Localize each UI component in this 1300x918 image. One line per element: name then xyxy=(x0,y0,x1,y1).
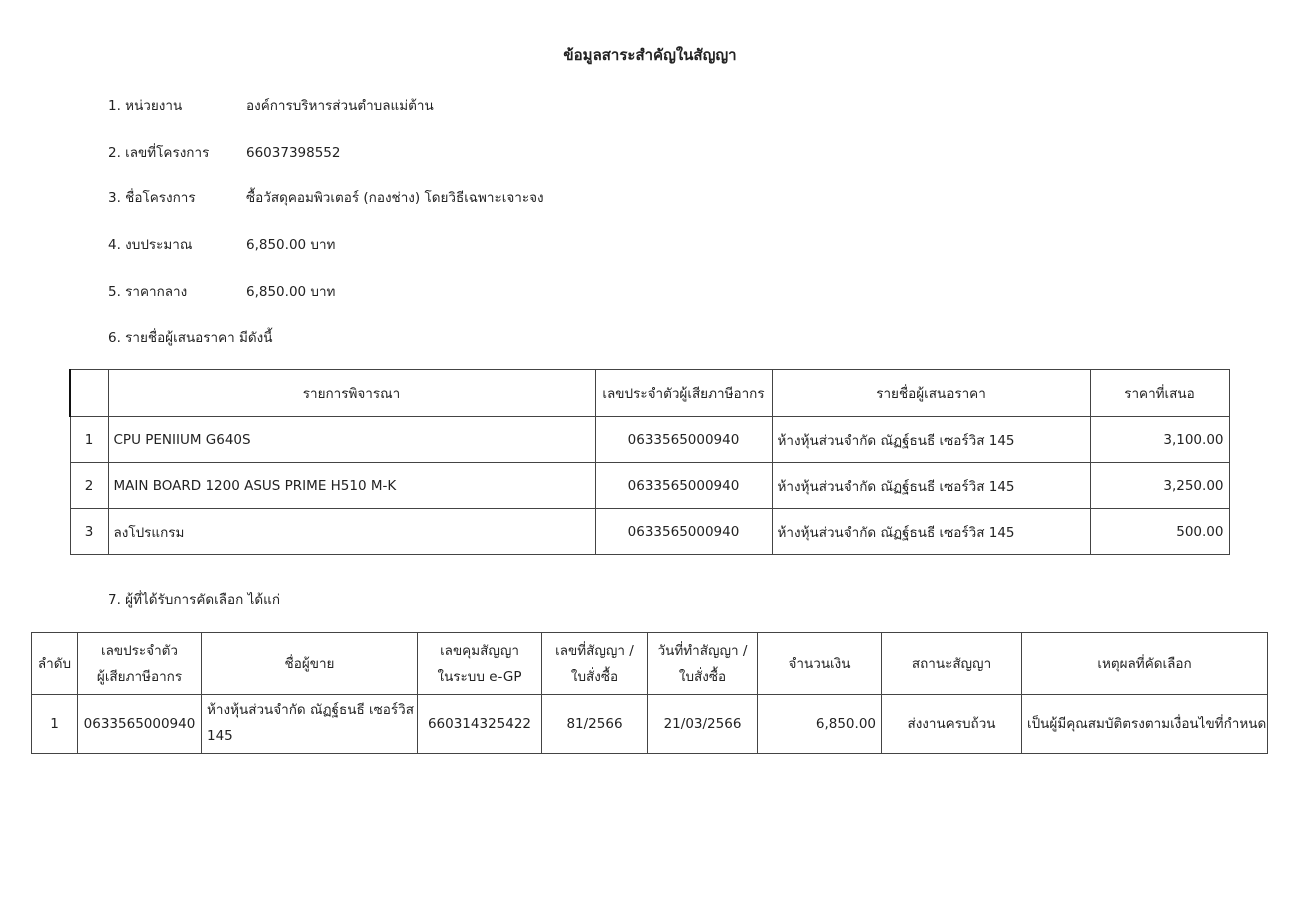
header-line: เลขประจำตัว xyxy=(100,642,179,659)
table-row xyxy=(70,463,1229,509)
table-header-row xyxy=(32,633,1268,695)
tax-id-cell: 0633565000940 xyxy=(595,417,772,463)
info-value: ซื้อวัสดุคอมพิวเตอร์ (กองช่าง) โดยวิธีเฉพาะเจาะจง xyxy=(246,190,544,206)
row-number: 1 xyxy=(70,417,108,463)
header-line: เลขที่สัญญา / xyxy=(555,642,634,659)
tax-id-cell: 0633565000940 xyxy=(78,695,202,754)
seller-name-line: ห้างหุ้นส่วนจำกัด ณัฏฐ์ธนธี เซอร์วิส xyxy=(207,702,414,718)
amount-cell: 6,850.00 xyxy=(758,695,882,754)
column-header-number: ลำดับ xyxy=(32,633,78,695)
item-cell: ลงโปรแกรม xyxy=(108,509,595,555)
control-number-cell: 660314325422 xyxy=(418,695,542,754)
column-header-item: รายการพิจารณา xyxy=(108,370,595,417)
bidders-heading: 6. รายชื่อผู้เสนอราคา มีดังนี้ xyxy=(108,330,273,346)
info-label: 3. ชื่อโครงการ xyxy=(108,190,196,206)
table-header-row xyxy=(70,370,1229,417)
selected-heading: 7. ผู้ที่ได้รับการคัดเลือก ได้แก่ xyxy=(108,592,281,608)
item-cell: MAIN BOARD 1200 ASUS PRIME H510 M-K xyxy=(108,463,595,509)
info-label: 5. ราคากลาง xyxy=(108,284,188,300)
status-cell: ส่งงานครบถ้วน xyxy=(882,695,1022,754)
item-cell: CPU PENIIUM G640S xyxy=(108,417,595,463)
column-header-status: สถานะสัญญา xyxy=(882,633,1022,695)
column-header-bidder: รายชื่อผู้เสนอราคา xyxy=(772,370,1090,417)
row-number: 2 xyxy=(70,463,108,509)
header-line: ใบสั่งซื้อ xyxy=(570,668,619,685)
column-header-tax-id: เลขประจำตัวผู้เสียภาษีอากร xyxy=(595,370,772,417)
info-value: 6,850.00 บาท xyxy=(246,284,336,300)
contract-number-cell: 81/2566 xyxy=(542,695,648,754)
column-header-reason: เหตุผลที่คัดเลือก xyxy=(1022,633,1268,695)
reason-cell: เป็นผู้มีคุณสมบัติตรงตามเงื่อนไขที่กำหนด xyxy=(1022,695,1268,754)
table-row xyxy=(32,695,1268,754)
info-label: 4. งบประมาณ xyxy=(108,237,193,253)
column-header-tax-id xyxy=(78,633,202,695)
bidders-table xyxy=(69,369,1230,555)
price-cell: 500.00 xyxy=(1090,509,1229,555)
header-line: เลขคุมสัญญา xyxy=(440,642,519,659)
selected-table xyxy=(31,632,1268,754)
seller-cell xyxy=(202,695,418,754)
price-cell: 3,100.00 xyxy=(1090,417,1229,463)
bidder-cell: ห้างหุ้นส่วนจำกัด ณัฏฐ์ธนธี เซอร์วิส 145 xyxy=(772,417,1090,463)
row-number: 1 xyxy=(32,695,78,754)
table-row xyxy=(70,509,1229,555)
header-line: ในระบบ e-GP xyxy=(437,668,522,685)
seller-name-line: 145 xyxy=(207,728,233,744)
column-header-contract-date xyxy=(648,633,758,695)
info-value: 6,850.00 บาท xyxy=(246,237,336,253)
header-line: ผู้เสียภาษีอากร xyxy=(96,668,183,685)
header-line: ใบสั่งซื้อ xyxy=(678,668,727,685)
contract-date-cell: 21/03/2566 xyxy=(648,695,758,754)
info-value: 66037398552 xyxy=(246,145,341,161)
row-number: 3 xyxy=(70,509,108,555)
column-header-control-number xyxy=(418,633,542,695)
document-title: ข้อมูลสาระสำคัญในสัญญา xyxy=(563,46,737,64)
info-value: องค์การบริหารส่วนตำบลแม่ต้าน xyxy=(246,98,434,114)
price-cell: 3,250.00 xyxy=(1090,463,1229,509)
header-line: วันที่ทำสัญญา / xyxy=(657,642,748,659)
bidder-cell: ห้างหุ้นส่วนจำกัด ณัฏฐ์ธนธี เซอร์วิส 145 xyxy=(772,509,1090,555)
tax-id-cell: 0633565000940 xyxy=(595,509,772,555)
tax-id-cell: 0633565000940 xyxy=(595,463,772,509)
column-header-amount: จำนวนเงิน xyxy=(758,633,882,695)
column-header-price: ราคาที่เสนอ xyxy=(1090,370,1229,417)
column-header-seller: ชื่อผู้ขาย xyxy=(202,633,418,695)
bidder-cell: ห้างหุ้นส่วนจำกัด ณัฏฐ์ธนธี เซอร์วิส 145 xyxy=(772,463,1090,509)
info-label: 1. หน่วยงาน xyxy=(108,98,183,114)
column-header-contract-number xyxy=(542,633,648,695)
table-row xyxy=(70,417,1229,463)
column-header-number xyxy=(70,370,108,417)
info-label: 2. เลขที่โครงการ xyxy=(108,145,210,161)
